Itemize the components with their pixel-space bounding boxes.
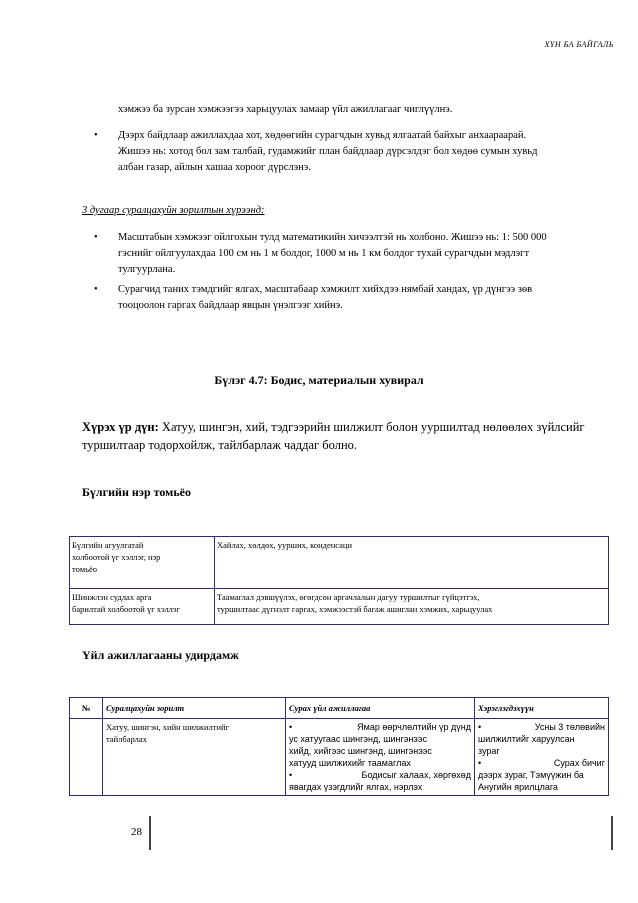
cell-line: холбоотой үг хэллэг, нэр bbox=[72, 552, 161, 562]
bullet-icon: • bbox=[94, 232, 98, 243]
column-header: № bbox=[70, 698, 103, 719]
bullet-icon: • bbox=[478, 722, 482, 732]
bullet-line: Жишээ нь: хотод бол зам талбай, гудамжийг план байдлаар дүрсэлдэг бол хөдөө сумын хувьд bbox=[118, 146, 538, 157]
bullet-icon: • bbox=[289, 770, 293, 780]
bullet-line: гэснийг ойлгуулахдаа 100 см нь 1 м болдог, 1000 м нь 1 км болдог тухай сурагчдын мэдлэгт bbox=[118, 248, 530, 259]
cell-line: ус хатуугаас шингэнд, шингэнээс bbox=[289, 734, 427, 744]
outcome-label: Хүрэх үр дүн: bbox=[82, 420, 159, 434]
cell-line: Хайлах, хөлдөх, уурших, конденсаци bbox=[217, 540, 353, 550]
bullet-icon: • bbox=[478, 758, 482, 768]
outcome-text: Хатуу, шингэн, хий, тэдгээрийн шилжилт болон ууршилтад нөлөөлөх зүйлсийг bbox=[158, 420, 585, 434]
activity-cell bbox=[286, 719, 475, 796]
cell-line: туршилтаас дүгнэлт гаргах, хэмжээстэй багаж ашиглан хэмжих, харьцуулах bbox=[217, 604, 493, 614]
cell-line: хийд, хийгээс шингэнд, шингэнээс bbox=[289, 746, 432, 756]
list-item bbox=[478, 721, 605, 733]
bullet-line: тооцоолон гаргах байдлаар явцын үнэлгээг хийнэ. bbox=[118, 300, 343, 311]
list-item bbox=[289, 769, 471, 781]
activity-heading: Үйл ажиллагааны удирдамж bbox=[82, 648, 239, 662]
column-header: Сурах үйл ажиллагаа bbox=[286, 698, 475, 719]
cell-line: Хатуу, шингэн, хийн шилжилтийг bbox=[106, 722, 230, 732]
footer-divider bbox=[149, 816, 151, 850]
bullet-line: Дээрх байдлаар ажиллахдаа хот, хөдөөгийн сурагчдын хувьд ялгаатай байхыг анхаараарай. bbox=[118, 130, 527, 141]
list-item-text: Сурах бичиг bbox=[553, 758, 605, 768]
learning-outcome bbox=[82, 418, 622, 454]
num-cell bbox=[70, 719, 103, 796]
bullet-text bbox=[118, 128, 598, 176]
bullet-icon: • bbox=[289, 722, 293, 732]
section-title: 3 дугаар суралцахуйн зорилтын хүрээнд: bbox=[82, 205, 265, 216]
term-label-cell bbox=[70, 537, 215, 589]
bullet-line: албан газар, айлын хашаа хороог дүрслэнэ. bbox=[118, 162, 311, 173]
list-item bbox=[289, 721, 471, 733]
list-item-text: Бодисыг халаах, хөргөхөд bbox=[361, 770, 471, 780]
bullet-icon: • bbox=[94, 284, 98, 295]
term-value-cell bbox=[215, 537, 609, 589]
cell-line: Анугийн ярилцлага bbox=[478, 782, 558, 792]
bullet-line: Масштабын хэмжээг ойлгохын тулд математикийн хичээлтэй нь холбоно. Жишээ нь: 1: 500 000 bbox=[118, 232, 547, 243]
column-header: Хэрэглэгдэхүүн bbox=[475, 698, 609, 719]
bullet-line: тулгуурлана. bbox=[118, 264, 176, 275]
list-item bbox=[478, 757, 605, 769]
table-row bbox=[70, 537, 609, 589]
cell-line: хатууд шилжихийг таамаглах bbox=[289, 758, 411, 768]
cell-line: дээрх зураг, Тэмүүжин ба bbox=[478, 770, 584, 780]
cell-line: томьёо bbox=[72, 564, 97, 574]
terms-heading: Бүлгийн нэр томьёо bbox=[82, 485, 191, 499]
list-item-text: Усны 3 төлөвийн bbox=[534, 722, 605, 732]
intro-continuation: хэмжээ ба зурсан хэмжээгээ харьцуулах замаар үйл ажиллагааг чиглүүлнэ. bbox=[118, 104, 453, 115]
bullet-line: Сурагчид таних тэмдгийг ялгах, масштабаар хэмжилт хийхдээ нямбай хандах, үр дүнгээ зөв bbox=[118, 284, 533, 295]
term-label-cell bbox=[70, 589, 215, 625]
list-item-text: Ямар өөрчлөлтийн үр дүнд bbox=[357, 722, 471, 732]
cell-line: тайлбарлах bbox=[106, 734, 147, 744]
outcome-text: туршилтаар тодорхойлж, тайлбарлаж чаддаг болно. bbox=[82, 438, 358, 452]
column-header: Суралцахуйн зорилт bbox=[103, 698, 286, 719]
terms-table bbox=[69, 536, 609, 625]
cell-line: Шинжлэн судлах арга bbox=[72, 592, 152, 602]
table-row bbox=[70, 719, 609, 796]
activity-table bbox=[69, 697, 609, 796]
bullet-icon: • bbox=[94, 130, 98, 141]
table-header-row bbox=[70, 698, 609, 719]
bullet-text bbox=[118, 282, 598, 314]
footer-divider bbox=[611, 816, 613, 850]
materials-cell bbox=[475, 719, 609, 796]
goal-cell bbox=[103, 719, 286, 796]
chapter-title: Бүлэг 4.7: Бодис, материалын хувирал bbox=[214, 373, 424, 387]
page-number: 28 bbox=[131, 826, 142, 838]
cell-line: барилтай холбоотой үг хэллэг bbox=[72, 604, 181, 614]
table-row bbox=[70, 589, 609, 625]
bullet-text bbox=[118, 230, 598, 278]
cell-line: шилжилтийг харуулсан bbox=[478, 734, 575, 744]
term-value-cell bbox=[215, 589, 609, 625]
cell-line: явагдах үзэгдлийг ялгах, нэрлэх bbox=[289, 782, 423, 792]
cell-line: Таамаглал дэвшүүлэх, өгөгдсөн аргачлалын дагуу туршилтыг гүйцэтгэх, bbox=[217, 592, 480, 602]
cell-line: Бүлгийн агуулгатай bbox=[72, 540, 144, 550]
running-header: ХҮН БА БАЙГАЛЬ bbox=[544, 40, 614, 49]
cell-line: зураг bbox=[478, 746, 500, 756]
